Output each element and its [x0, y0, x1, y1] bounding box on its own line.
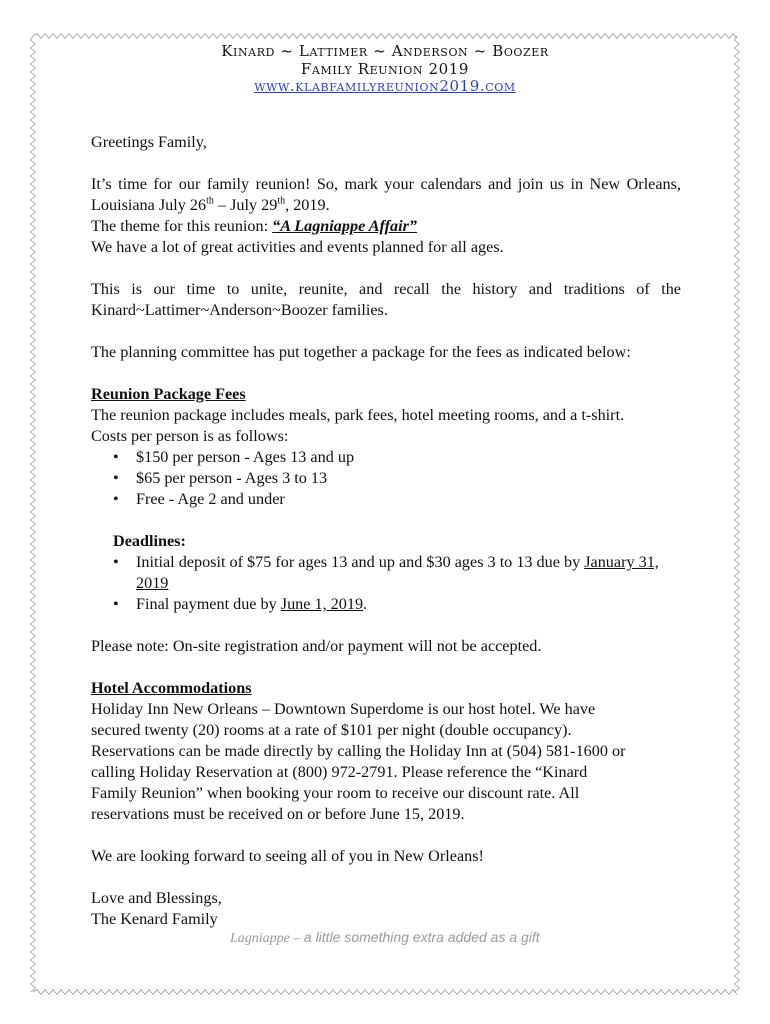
header-family-names: Kinard ~ Lattimer ~ Anderson ~ Boozer [221, 42, 549, 60]
border-zigzag-line [31, 36, 36, 992]
fees-description: The reunion package includes meals, park fees, hotel meeting rooms, and a t-shirt. [91, 406, 625, 424]
hotel-line: calling Holiday Reservation at (800) 972-2791. Please reference the “Kinard [91, 763, 588, 781]
border-zigzag-line [735, 36, 740, 992]
deadlines-heading: Deadlines: [113, 532, 186, 550]
hotel-heading: Hotel Accommodations [91, 679, 252, 697]
footer-definition: Lagniappe – a little something extra added as a gift [230, 929, 540, 946]
signature: The Kenard Family [91, 910, 218, 928]
costs-intro: Costs per person is as follows: [91, 427, 289, 445]
hotel-line: Family Reunion” when booking your room to receive our discount rate. All [91, 784, 580, 802]
fees-list [91, 447, 681, 510]
hotel-line: Reservations can be made directly by calling the Holiday Inn at (504) 581-1600 or [91, 742, 626, 760]
theme-title: “A Lagniappe Affair” [272, 217, 417, 235]
list-item: • Final payment due by June 1, 2019. [91, 594, 681, 615]
border-zigzag-line [33, 990, 737, 995]
list-item: • Initial deposit of $75 for ages 13 and up and $30 ages 3 to 13 due by January 31, 2019 [91, 552, 681, 594]
signoff: Love and Blessings, [91, 889, 222, 907]
unite-paragraph: This is our time to unite, reunite, and recall the history and traditions of the Kinard~Lattimer~Anderson~Boozer families. [91, 280, 681, 319]
intro-paragraph: It’s time for our family reunion! So, mark your calendars and join us in New Orleans, Louisiana July 26th – July 29th, 2019. [91, 175, 681, 214]
hotel-line: reservations must be received on or before June 15, 2019. [91, 805, 465, 823]
hotel-line: Holiday Inn New Orleans – Downtown Superdome is our host hotel. We have [91, 700, 596, 718]
list-item: • $150 per person - Ages 13 and up [91, 447, 681, 468]
border-zigzag-line [33, 34, 737, 39]
activities-line: We have a lot of great activities and events planned for all ages. [91, 238, 504, 256]
letter-body [91, 132, 681, 930]
planning-paragraph: The planning committee has put together a package for the fees as indicated below: [91, 343, 631, 361]
deadlines-list [91, 552, 681, 615]
closing-paragraph: We are looking forward to seeing all of you in New Orleans! [91, 847, 484, 865]
greeting: Greetings Family, [91, 133, 207, 151]
fees-heading: Reunion Package Fees [91, 385, 246, 403]
header-website-link[interactable]: www.klabfamilyreunion2019.com [254, 77, 516, 95]
hotel-line: secured twenty (20) rooms at a rate of $101 per night (double occupancy). [91, 721, 572, 739]
note-paragraph: Please note: On-site registration and/or payment will not be accepted. [91, 637, 542, 655]
header-reunion-title: Family Reunion 2019 [300, 60, 470, 78]
list-item: • Free - Age 2 and under [91, 489, 681, 510]
list-item: • $65 per person - Ages 3 to 13 [91, 468, 681, 489]
theme-line: The theme for this reunion: “A Lagniappe Affair” [91, 217, 417, 235]
